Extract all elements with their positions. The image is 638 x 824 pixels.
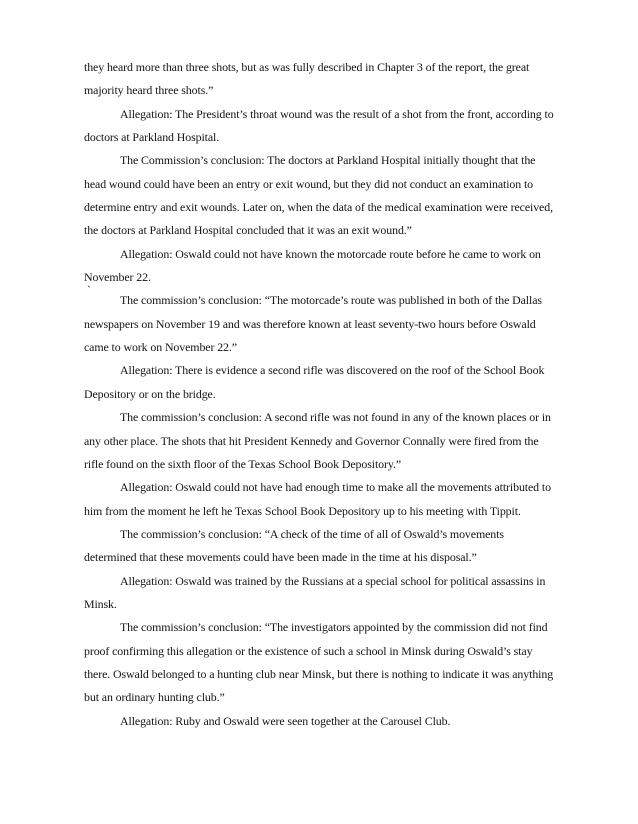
- stray-mark: `: [87, 283, 91, 297]
- paragraph-allegation-throat-wound: Allegation: The President’s throat wound was the result of a shot from the front, according to doctors at Parkland Hospital.: [84, 106, 554, 145]
- paragraph-conclusion-motorcade-route: The commission’s conclusion: “The motorcade’s route was published in both of the Dallas newspapers on November 19 and was therefore known at least seventy-two hours before Oswald came to work on November 22.”: [84, 293, 542, 355]
- paragraph-allegation-minsk-school: Allegation: Oswald was trained by the Russians at a special school for political assassins in Minsk.: [84, 573, 546, 611]
- paragraph-conclusion-movements: The commission’s conclusion: “A check of the time of all of Oswald’s movements determined that these movements could have been made in the time at his disposal.”: [84, 526, 504, 565]
- paragraph-allegation-movements: Allegation: Oswald could not have had enough time to make all the movements attributed to him from the moment he left he Texas School Book Depository up to his meeting with Tippit.: [84, 480, 551, 518]
- paragraph-allegation-carousel-club: Allegation: Ruby and Oswald were seen together at the Carousel Club.: [120, 713, 451, 728]
- paragraph-conclusion-minsk-school: The commission’s conclusion: “The investigators appointed by the commission did not find proof confirming this allegation or the existence of such a school in Minsk during Oswald’s stay there. Oswald belonged to a hunting club near Minsk, but there is nothing to indicate it was anything but an ordinary hunting club.”: [84, 620, 554, 705]
- paragraph-conclusion-second-rifle: The commission’s conclusion: A second rifle was not found in any of the known places or in any other place. The shots that hit President Kennedy and Governor Connally were fired from the rifle found on the sixth floor of the Texas School Book Depository.”: [84, 410, 551, 471]
- paragraph-allegation-second-rifle: Allegation: There is evidence a second rifle was discovered on the roof of the School Book Depository or on the bridge.: [84, 363, 545, 401]
- paragraph-allegation-motorcade-route: Allegation: Oswald could not have known the motorcade route before he came to work on November 22.: [84, 246, 541, 285]
- paragraph-continuation: they heard more than three shots, but as was fully described in Chapter 3 of the report, the great majority heard three shots.”: [84, 60, 530, 98]
- paragraph-conclusion-head-wound: The Commission’s conclusion: The doctors at Parkland Hospital initially thought that the head wound could have been an entry or exit wound, but they did not conduct an examination to determine entry and exit wounds. Later on, when the data of the medical examination were received, the doctors at Parkland Hospital concluded that it was an exit wound.”: [84, 153, 553, 238]
- body-text: [84, 56, 558, 733]
